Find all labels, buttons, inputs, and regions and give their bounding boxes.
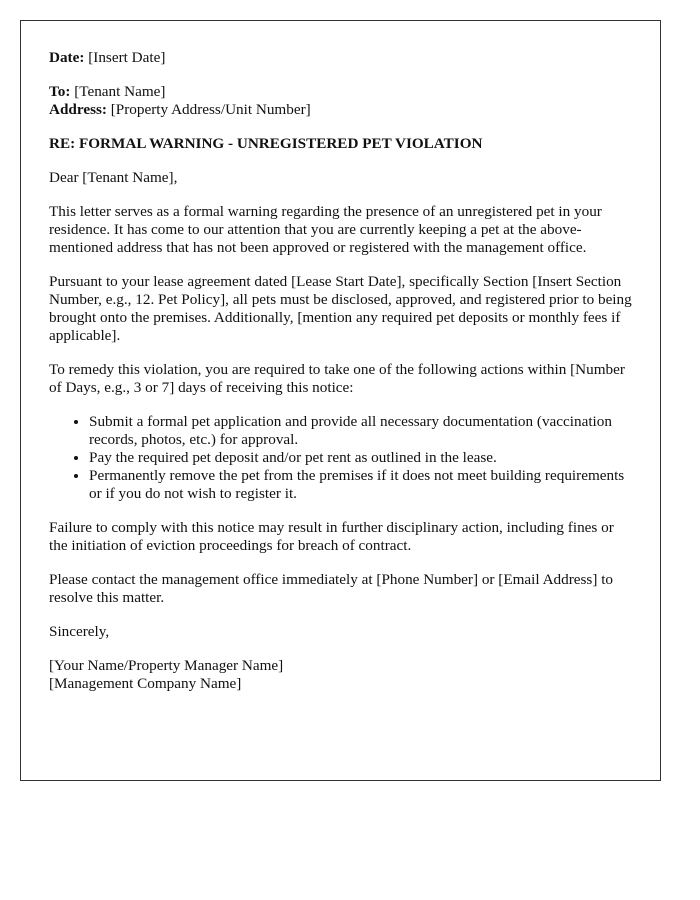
action-item: • Pay the required pet deposit and/or pet rent as outlined in the lease. bbox=[89, 449, 632, 467]
contact-paragraph: Please contact the management office immediately at [Phone Number] or [Email Address] to resolve this matter. bbox=[49, 571, 614, 606]
warning-letter bbox=[20, 20, 661, 781]
intro-paragraph: This letter serves as a formal warning regarding the presence of an unregistered pet in your residence. It has come to our attention that you are currently keeping a pet at the above-mentioned address that has not been approved or registered with the management office. bbox=[49, 203, 602, 256]
action-item: • Submit a formal pet application and provide all necessary documentation (vaccination records, photos, etc.) for approval. bbox=[89, 413, 632, 449]
remedy-paragraph: To remedy this violation, you are required to take one of the following actions within [Number of Days, e.g., 3 or 7] days of receiving this notice: bbox=[49, 361, 625, 396]
address-line bbox=[49, 101, 632, 119]
to-label: To: bbox=[49, 83, 71, 100]
date-value: [Insert Date] bbox=[88, 49, 166, 66]
failure-paragraph: Failure to comply with this notice may result in further disciplinary action, including fines or the initiation of eviction proceedings for breach of contract. bbox=[49, 519, 614, 554]
subject-line: RE: FORMAL WARNING - UNREGISTERED PET VIOLATION bbox=[49, 135, 483, 152]
signer-name: [Your Name/Property Manager Name] bbox=[49, 657, 284, 674]
address-label: Address: bbox=[49, 101, 107, 118]
lease-paragraph: Pursuant to your lease agreement dated [Lease Start Date], specifically Section [Insert Section Number, e.g., 12. Pet Policy], all pets must be disclosed, approved, and registered prior to being brought onto the premises. Additionally, [mention any required pet deposits or monthly fees if applicable]. bbox=[49, 273, 632, 344]
required-actions-list bbox=[49, 413, 632, 503]
date-line bbox=[49, 49, 632, 67]
action-item: • Permanently remove the pet from the premises if it does not meet building requirements or if you do not wish to register it. bbox=[89, 467, 632, 503]
valediction: Sincerely, bbox=[49, 623, 110, 640]
to-value: [Tenant Name] bbox=[74, 83, 166, 100]
company-name: [Management Company Name] bbox=[49, 675, 242, 692]
address-value: [Property Address/Unit Number] bbox=[110, 101, 311, 118]
date-label: Date: bbox=[49, 49, 85, 66]
salutation: Dear [Tenant Name], bbox=[49, 169, 178, 186]
to-line bbox=[49, 83, 632, 101]
